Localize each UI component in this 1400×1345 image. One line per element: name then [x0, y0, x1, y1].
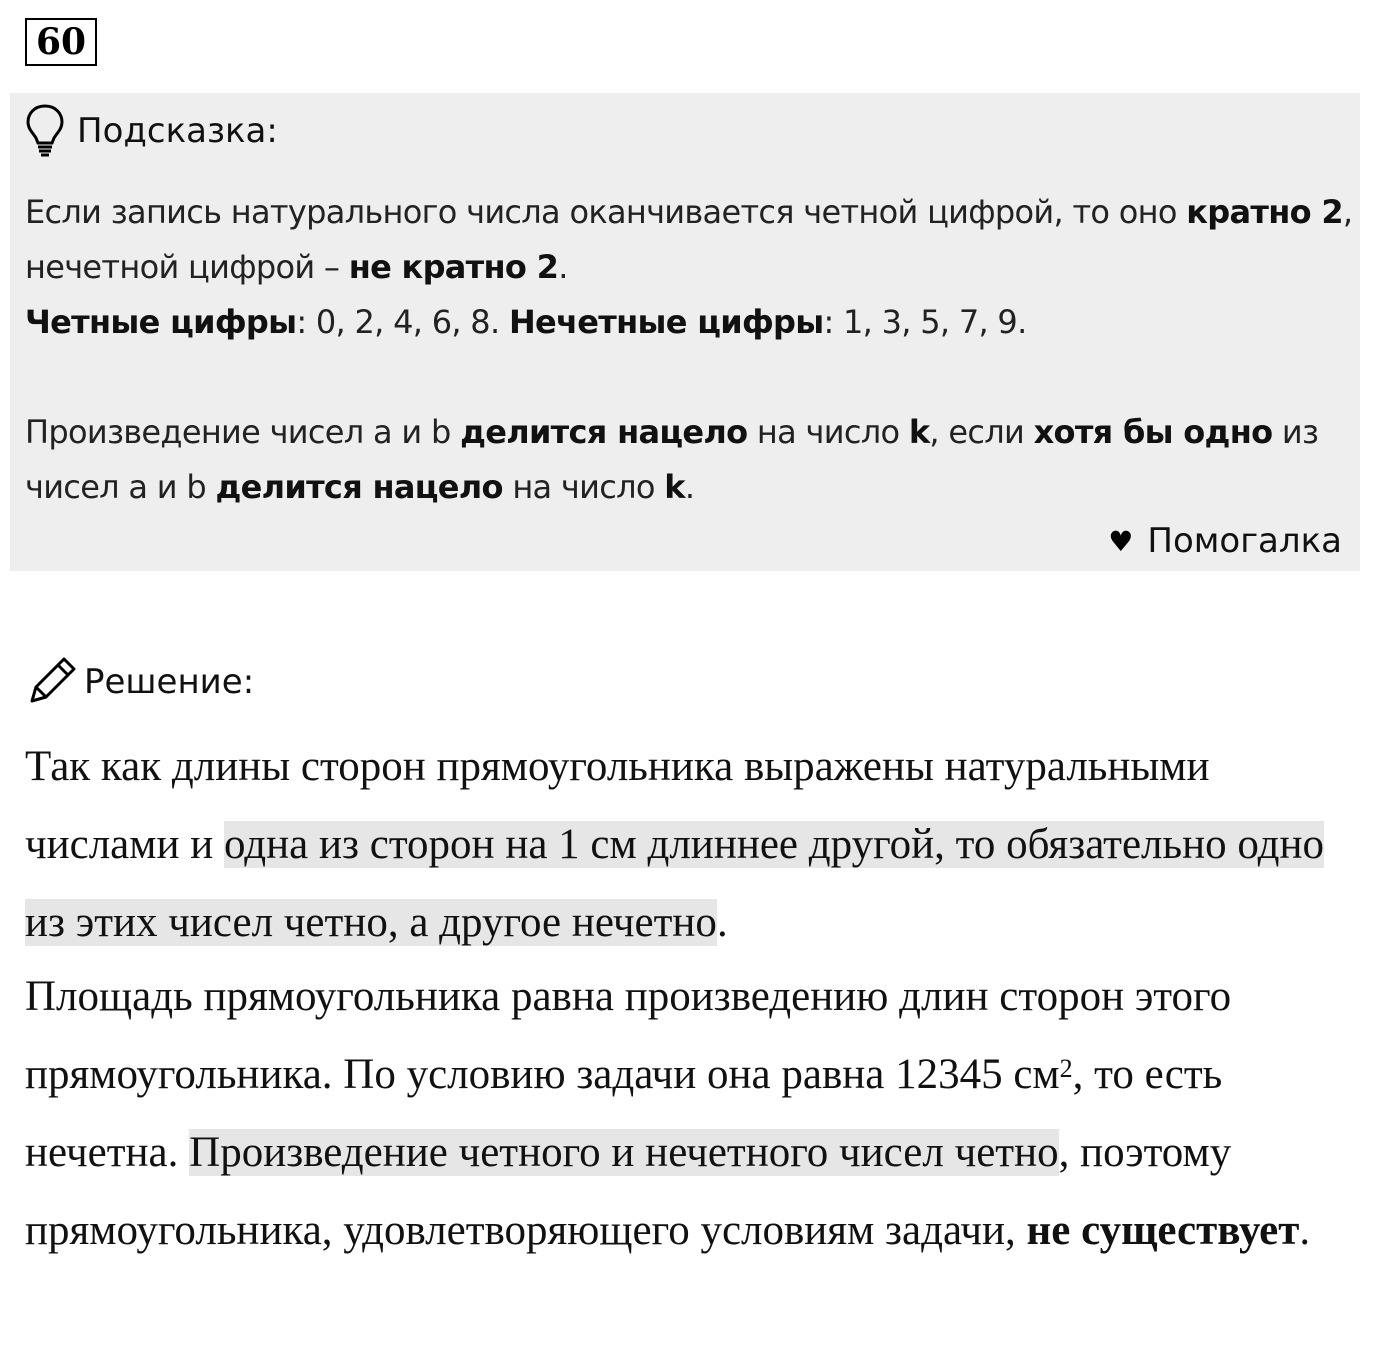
task-number: 60	[25, 18, 97, 66]
solution-highlight: Произведение четного и нечетного чисел четно	[189, 1129, 1059, 1176]
hint-paragraph-3	[25, 405, 1355, 515]
superscript: 2	[1059, 1054, 1073, 1083]
solution-text-run: , поэтому прямоугольника, удовлетворяющего условиям задачи,	[25, 1129, 1232, 1254]
hint-bold-run: кратно 2	[1186, 193, 1343, 231]
hint-header	[25, 103, 278, 159]
hint-box	[10, 93, 1360, 571]
solution-text-run: .	[716, 899, 728, 946]
hint-bold-run: Нечетные цифры	[508, 303, 824, 341]
solution-highlight: одна из сторон на 1 см длиннее другой, то обязательно одно из этих чисел четно, а другое нечетно	[25, 821, 1325, 946]
hint-title: Подсказка:	[77, 111, 278, 151]
hint-paragraph-1	[25, 185, 1355, 295]
hint-text-run: : 0, 2, 4, 6, 8.	[296, 303, 500, 341]
hint-bold-run: k	[908, 413, 930, 451]
hint-bold-run: делится нацело	[215, 468, 503, 506]
hint-paragraph-2	[25, 295, 1355, 350]
hint-bold-run: хотя бы одно	[1033, 413, 1273, 451]
hint-bold-run: k	[664, 468, 685, 506]
brand-label	[1108, 521, 1342, 561]
solution-text-run: , то есть нечетна.	[25, 1051, 1223, 1176]
hint-bold-run: делится нацело	[460, 413, 748, 451]
hint-text-run: , нечетной цифрой –	[25, 193, 1353, 286]
brand-text: Помогалка	[1147, 521, 1342, 561]
hint-text-run: : 1, 3, 5, 7, 9.	[823, 303, 1027, 341]
solution-header	[28, 655, 254, 709]
solution-text-run: Так как длины сторон прямоугольника выражены натуральными числами и	[25, 743, 1210, 868]
hint-text	[25, 185, 1355, 515]
hint-text-run: Если запись натурального числа оканчивается четной цифрой, то оно	[25, 193, 1177, 231]
lightbulb-icon	[25, 103, 65, 159]
hint-bold-run: не кратно 2	[348, 248, 559, 286]
hint-text-run: на число	[512, 468, 655, 506]
pencil-icon	[28, 655, 76, 709]
solution-paragraph-2	[25, 958, 1345, 1270]
solution-text-run: .	[1299, 1207, 1311, 1254]
hint-text-run: на число	[756, 413, 900, 451]
hint-text-run: , если	[929, 413, 1025, 451]
hint-bold-run: Четные цифры	[25, 303, 297, 341]
hint-text-run: Произведение чисел a и b	[25, 413, 451, 451]
solution-bold-run: не существует	[1026, 1207, 1300, 1254]
solution-paragraph-1	[25, 728, 1345, 962]
hint-text-run: .	[558, 248, 568, 286]
heart-icon: ♥	[1108, 524, 1134, 558]
hint-text-run: .	[684, 468, 695, 506]
solution-text-run: Площадь прямоугольника равна произведению длин сторон этого прямоугольника. По условию задачи она равна 12345 см	[25, 973, 1232, 1098]
hint-text-run: из чисел a и b	[25, 413, 1319, 506]
solution-text	[25, 728, 1345, 1270]
solution-title: Решение:	[84, 662, 255, 702]
